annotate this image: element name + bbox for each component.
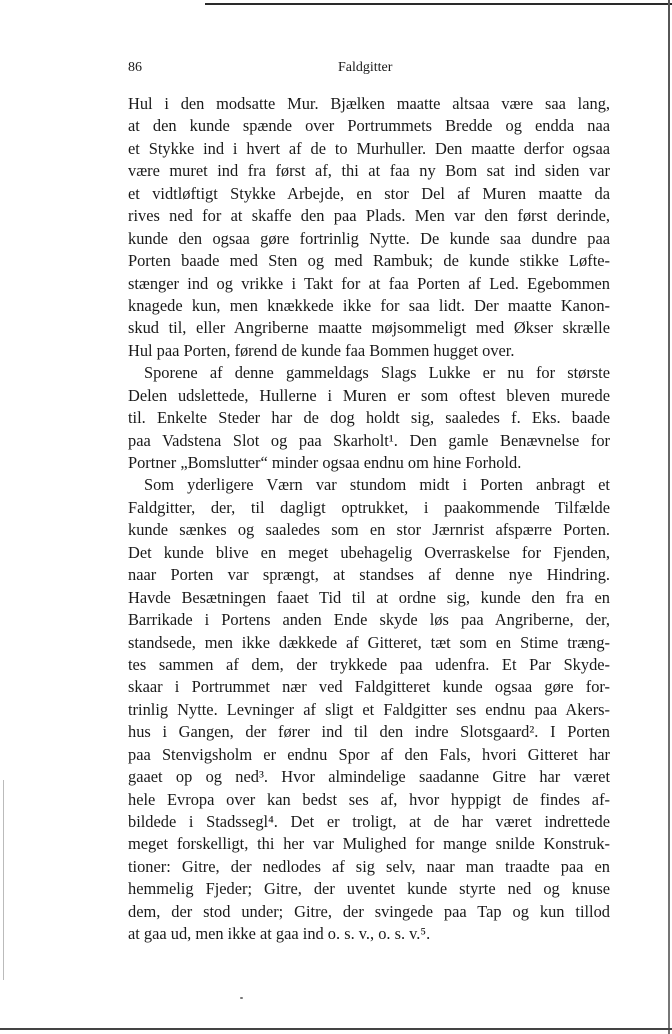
text-line: Havde Besætningen faaet Tid til at ordne sig, kunde den fra en <box>128 587 610 607</box>
text-line: paa Stenvigsholm er endnu Spor af den Fals, hvori Gitteret har <box>128 744 610 764</box>
text-line: meget forskelligt, thi her var Mulighed for mange snilde Konstruk- <box>128 834 610 854</box>
text-line: at gaa ud, men ikke at gaa ind o. s. v., o. s. v.⁵. <box>128 924 431 944</box>
text-line: bildede i Stadssegl⁴. Det er troligt, at de har været indrettede <box>128 812 610 831</box>
top-border-rule <box>205 3 672 5</box>
text-line: Portner „Bomslutter“ minder ogsaa endnu om hine Forhold. <box>128 453 522 472</box>
text-line: kunde sænkes og saaledes som en stor Jærnrist afspærre Porten. <box>128 520 610 540</box>
text-line: Hul paa Porten, førend de kunde faa Bommen hugget over. <box>128 340 515 360</box>
text-line: hus i Gangen, der fører ind til den indre Slotsgaard². I Porten <box>128 722 610 742</box>
text-line: et Stykke ind i hvert af de to Murhuller. Den maatte derfor ogsaa <box>128 138 610 158</box>
text-line: skaar i Portrummet nær ved Faldgitteret kunde ogsaa gøre for- <box>128 677 610 697</box>
text-line: Porten baade med Sten og med Rambuk; de kunde stikke Løfte- <box>128 251 610 271</box>
text-line: være muret ind fra først af, thi at faa ny Bom sat ind siden var <box>128 161 610 181</box>
text-line: knagede kun, men knækkede ikke for saa lidt. Der maatte Kanon- <box>128 295 610 315</box>
text-line: til. Enkelte Steder har de dog holdt sig, saaledes f. Eks. baade <box>128 408 610 428</box>
text-line: tioner: Gitre, der nedlodes af sig selv, naar man traadte paa en <box>128 856 610 876</box>
text-line: kunde den ogsaa gøre fortrinlig Nytte. De kunde saa dundre paa <box>128 228 610 248</box>
bottom-border-rule <box>0 1028 672 1030</box>
text-line: et vidtløftigt Stykke Arbejde, en stor Del af Muren maatte da <box>128 183 610 203</box>
text-line: Sporene af denne gammeldags Slags Lukke er nu for største <box>144 363 610 383</box>
page-speck <box>240 997 243 999</box>
page-header <box>128 60 610 80</box>
body-text <box>128 93 610 946</box>
text-line: dem, der stod under; Gitre, der svingede paa Tap og kun tillod <box>128 901 610 921</box>
text-line: rives ned for at skaffe den paa Plads. Men var den først derinde, <box>128 206 610 226</box>
text-line: Det kunde blive en meget ubehagelig Overraskelse for Fjenden, <box>128 542 610 562</box>
text-line: skud til, eller Angriberne maatte møjsommeligt med Økser skrælle <box>128 318 610 338</box>
text-line: gaaet op og ned³. Hvor almindelige saadanne Gitre har været <box>128 767 610 787</box>
text-line: stænger ind og vrikke i Takt for at faa Porten af Led. Egebommen <box>128 273 610 293</box>
text-line: trinlig Nytte. Levninger af sligt et Faldgitter ses endnu paa Akers- <box>128 699 610 719</box>
text-line: Hul i den modsatte Mur. Bjælken maatte altsaa være saa lang, <box>128 94 610 113</box>
text-line: Som yderligere Værn var stundom midt i Porten anbragt et <box>144 475 610 495</box>
text-line: standsede, men ikke dækkede af Gitteret, tæt som en Stime træng- <box>128 632 610 652</box>
right-page-edge <box>668 0 670 1034</box>
running-title: Faldgitter <box>338 60 393 75</box>
text-line: tes sammen af dem, der trykkede paa udenfra. Et Par Skyde- <box>128 654 610 674</box>
text-line: Barrikade i Portens anden Ende skyde løs paa Angriberne, der, <box>128 610 610 630</box>
text-line: hemmelig Fjeder; Gitre, der uventet kunde styrte ned og knuse <box>128 879 610 899</box>
left-page-edge <box>3 780 4 980</box>
text-line: paa Vadstena Slot og paa Skarholt¹. Den gamle Benævnelse for <box>128 430 610 450</box>
text-line: naar Porten var sprængt, at standses af denne nye Hindring. <box>128 565 610 585</box>
text-line: at den kunde spænde over Portrummets Bredde og endda naa <box>128 116 610 136</box>
text-line: hele Evropa over kan bedst ses af, hvor hyppigt de findes af- <box>128 789 610 809</box>
page-number: 86 <box>128 60 142 75</box>
text-line: Delen udslettede, Hullerne i Muren er som oftest bleven murede <box>128 385 610 405</box>
text-line: Faldgitter, der, til dagligt optrukket, i paakommende Tilfælde <box>128 497 610 517</box>
